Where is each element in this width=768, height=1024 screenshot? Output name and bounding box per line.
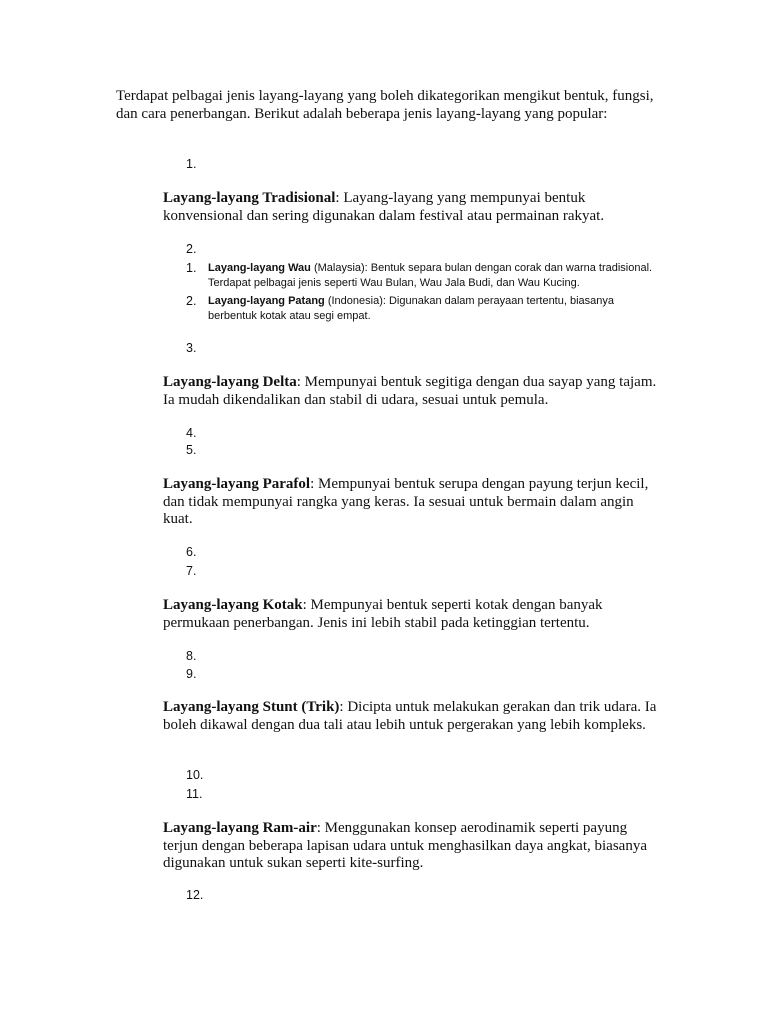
section-text: : Mempunyai bentuk serupa dengan payung terjun kecil, dan tidak mempunyai rangka yang keras. Ia sesuai untuk bermain dalam angin kuat.	[163, 476, 649, 527]
subtype-text: (Indonesia): Digunakan dalam perayaan tertentu, biasanya berbentuk kotak atau segi empat.	[208, 295, 615, 322]
subtype-list	[186, 261, 656, 327]
subtype-number: 1.	[186, 261, 197, 275]
section-text: : Layang-layang yang mempunyai bentuk konvensional dan sering digunakan dalam festival atau permainan rakyat.	[163, 190, 605, 224]
subtype-item	[186, 261, 656, 291]
section-term: Layang-layang Ram-air	[163, 820, 317, 836]
list-number: 5.	[186, 443, 197, 457]
list-number: 6.	[186, 545, 197, 559]
section-term: Layang-layang Delta	[163, 374, 297, 390]
list-number: 7.	[186, 564, 197, 578]
list-number: 4.	[186, 426, 197, 440]
list-number: 12.	[186, 888, 204, 902]
section-delta	[163, 374, 663, 409]
section-term: Layang-layang Parafol	[163, 476, 311, 492]
section-parafol	[163, 476, 663, 529]
section-term: Layang-layang Stunt (Trik)	[163, 699, 340, 715]
section-term: Layang-layang Tradisional	[163, 190, 336, 206]
list-number: 2.	[186, 242, 197, 256]
section-term: Layang-layang Kotak	[163, 597, 303, 613]
section-kotak	[163, 597, 663, 632]
section-ram-air	[163, 820, 663, 873]
section-tradisional	[163, 190, 663, 225]
subtype-term: Layang-layang Patang	[208, 295, 325, 307]
list-number: 10.	[186, 768, 204, 782]
list-number: 8.	[186, 649, 197, 663]
intro-paragraph: Terdapat pelbagai jenis layang-layang yang boleh dikategorikan mengikut bentuk, fungsi, dan cara penerbangan. Berikut adalah beberapa jenis layang-layang yang popular:	[116, 88, 654, 122]
section-stunt	[163, 699, 663, 734]
list-number: 1.	[186, 157, 197, 171]
subtype-text: (Malaysia): Bentuk separa bulan dengan corak dan warna tradisional. Terdapat pelbagai jenis seperti Wau Bulan, Wau Jala Budi, dan Wau Kucing.	[208, 262, 653, 289]
list-number: 11.	[186, 787, 203, 801]
subtype-item	[186, 294, 656, 324]
section-text: : Menggunakan konsep aerodinamik seperti payung terjun dengan beberapa lapisan udara untuk menghasilkan daya angkat, biasanya digunakan untuk sukan seperti kite-surfing.	[163, 820, 647, 871]
subtype-term: Layang-layang Wau	[208, 262, 311, 274]
subtype-number: 2.	[186, 294, 197, 308]
list-number: 3.	[186, 341, 197, 355]
section-text: : Mempunyai bentuk segitiga dengan dua sayap yang tajam. Ia mudah dikendalikan dan stabil di udara, sesuai untuk pemula.	[163, 374, 657, 408]
section-text: : Dicipta untuk melakukan gerakan dan trik udara. Ia boleh dikawal dengan dua tali atau lebih untuk pergerakan yang lebih kompleks.	[163, 699, 657, 733]
section-text: : Mempunyai bentuk seperti kotak dengan banyak permukaan penerbangan. Jenis ini lebih stabil pada ketinggian tertentu.	[163, 597, 603, 631]
list-number: 9.	[186, 667, 197, 681]
